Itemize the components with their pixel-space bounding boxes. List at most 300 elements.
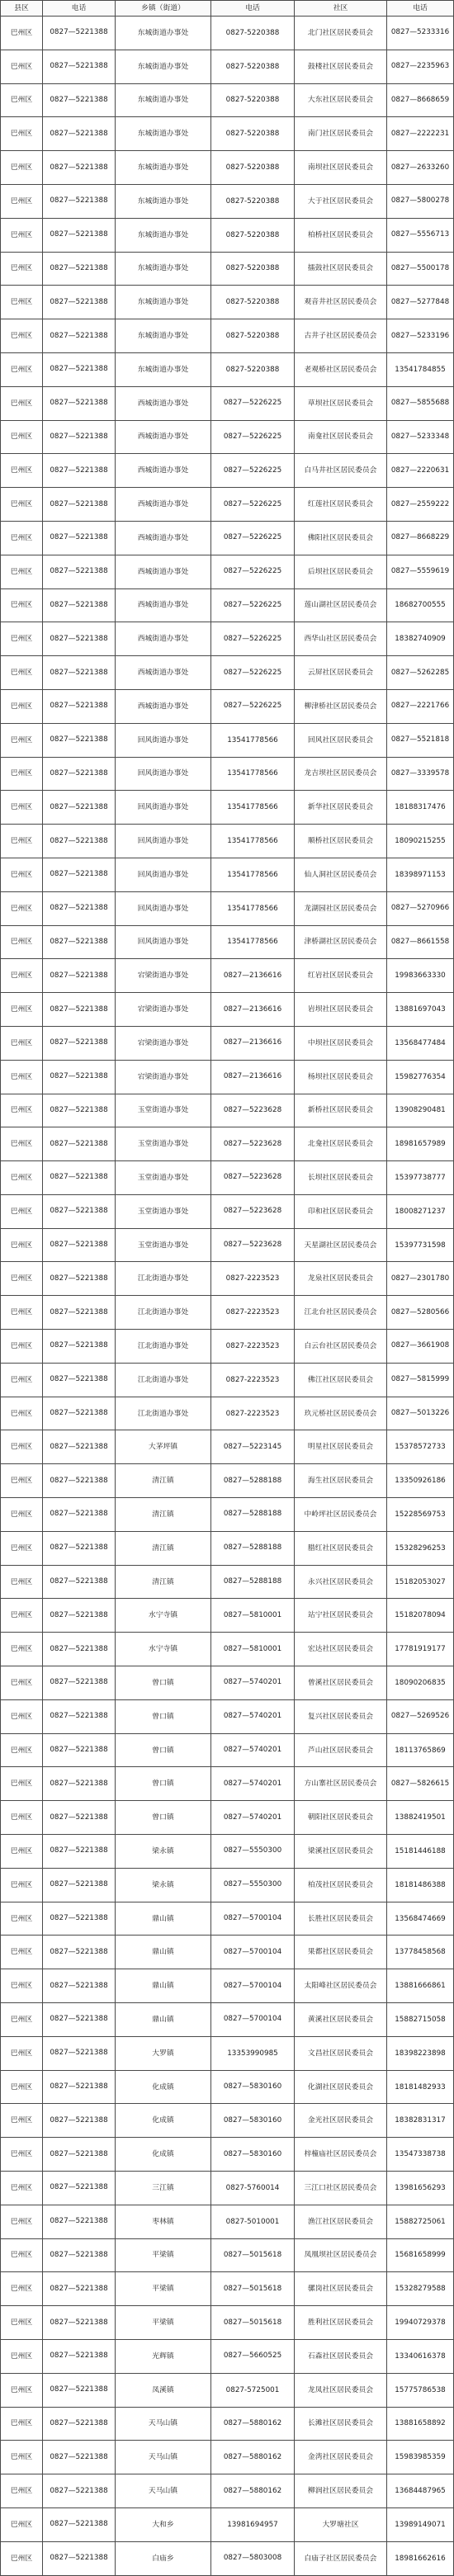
county-phone-cell: 0827—5221388 [43, 1699, 116, 1733]
county-phone-cell: 0827—5221388 [43, 1633, 116, 1666]
town-phone-cell: 0827—5660525 [211, 2339, 295, 2373]
county-phone-cell: 0827—5221388 [43, 1296, 116, 1330]
county-cell: 巴州区 [1, 521, 43, 555]
community-cell: 朝阳社区居民委员会 [295, 1801, 387, 1835]
town-phone-cell: 0827—5226225 [211, 555, 295, 588]
header-community: 社区 [295, 1, 387, 17]
county-cell: 巴州区 [1, 825, 43, 858]
town-phone-cell: 0827-5220388 [211, 50, 295, 83]
community-cell: 化湖社区居民委员会 [295, 2070, 387, 2104]
town-cell: 回风街道办事处 [116, 858, 211, 891]
town-cell: 曾口镇 [116, 1666, 211, 1700]
county-cell: 巴州区 [1, 151, 43, 185]
town-cell: 大和乡 [116, 2507, 211, 2541]
town-phone-cell: 0827—5223628 [211, 1228, 295, 1262]
county-phone-cell: 0827—5221388 [43, 319, 116, 353]
table-row [1, 2104, 454, 2138]
county-cell: 巴州区 [1, 1228, 43, 1262]
table-row [1, 2339, 454, 2373]
table-row [1, 1767, 454, 1801]
county-cell: 巴州区 [1, 1330, 43, 1364]
table-row [1, 151, 454, 185]
community-phone-cell: 15378572733 [387, 1430, 454, 1464]
community-phone-cell: 0827—5233316 [387, 17, 454, 50]
community-cell: 擂鼓社区居民委员会 [295, 252, 387, 286]
town-cell: 回风街道办事处 [116, 723, 211, 757]
community-phone-cell: 13684487965 [387, 2474, 454, 2508]
town-phone-cell: 0827—5015618 [211, 2238, 295, 2272]
community-cell: 红莲社区居民委员会 [295, 488, 387, 522]
town-phone-cell: 0827-2223523 [211, 1262, 295, 1296]
community-phone-cell: 0827—5500178 [387, 252, 454, 286]
community-cell: 长坝社区居民委员会 [295, 1161, 387, 1195]
town-cell: 清江镇 [116, 1565, 211, 1599]
community-cell: 老观桥社区居民委员会 [295, 352, 387, 386]
community-phone-cell: 15328279588 [387, 2272, 454, 2306]
town-cell: 东城街道办事处 [116, 50, 211, 83]
county-cell: 巴州区 [1, 1699, 43, 1733]
town-phone-cell: 0827—5288188 [211, 1498, 295, 1532]
community-cell: 岩坝社区居民委员会 [295, 993, 387, 1027]
community-cell: 永兴社区居民委员会 [295, 1565, 387, 1599]
community-phone-cell: 15775786538 [387, 2373, 454, 2407]
town-cell: 东城街道办事处 [116, 83, 211, 117]
town-phone-cell: 0827—5550300 [211, 1835, 295, 1869]
town-phone-cell: 0827—5810001 [211, 1633, 295, 1666]
town-phone-cell: 0827—5288188 [211, 1531, 295, 1565]
county-cell: 巴州区 [1, 1363, 43, 1397]
table-row [1, 1599, 454, 1633]
table-row [1, 319, 454, 353]
town-cell: 鼎山镇 [116, 1969, 211, 2003]
county-cell: 巴州区 [1, 1599, 43, 1633]
town-phone-cell: 0827-5220388 [211, 286, 295, 319]
town-cell: 江北街道办事处 [116, 1330, 211, 1364]
community-phone-cell: 0827—5233196 [387, 319, 454, 353]
community-phone-cell: 15397731598 [387, 1228, 454, 1262]
community-cell: 顺桥社区居民委员会 [295, 825, 387, 858]
county-cell: 巴州区 [1, 723, 43, 757]
town-cell: 平梁镇 [116, 2272, 211, 2306]
county-cell: 巴州区 [1, 1194, 43, 1228]
community-cell: 凤凰坝社区居民委员会 [295, 2238, 387, 2272]
county-phone-cell: 0827—5221388 [43, 723, 116, 757]
community-phone-cell: 18008271237 [387, 1194, 454, 1228]
county-cell: 巴州区 [1, 1464, 43, 1498]
county-cell: 巴州区 [1, 252, 43, 286]
community-cell: 白马井社区居民委员会 [295, 454, 387, 488]
town-cell: 天马山镇 [116, 2441, 211, 2474]
table-row [1, 2541, 454, 2575]
town-cell: 东城街道办事处 [116, 218, 211, 252]
town-phone-cell: 13541778566 [211, 791, 295, 825]
table-row [1, 521, 454, 555]
community-phone-cell: 0827—8668659 [387, 83, 454, 117]
community-phone-cell: 0827—5815999 [387, 1363, 454, 1397]
county-phone-cell: 0827—5221388 [43, 218, 116, 252]
town-phone-cell: 0827-2223523 [211, 1397, 295, 1430]
town-phone-cell: 0827-5220388 [211, 218, 295, 252]
header-town-phone: 电话 [211, 1, 295, 17]
table-row [1, 184, 454, 218]
town-cell: 枣林镇 [116, 2205, 211, 2238]
table-row [1, 1565, 454, 1599]
county-phone-cell: 0827—5221388 [43, 1094, 116, 1127]
community-cell: 古井子社区居民委员会 [295, 319, 387, 353]
town-phone-cell: 0827—5700104 [211, 1936, 295, 1969]
town-phone-cell: 0827—2136616 [211, 993, 295, 1027]
county-phone-cell: 0827—5221388 [43, 2003, 116, 2037]
community-cell: 文昌社区居民委员会 [295, 2036, 387, 2070]
community-cell: 胜利社区居民委员会 [295, 2306, 387, 2340]
town-phone-cell: 0827—5740201 [211, 1801, 295, 1835]
town-phone-cell: 0827—5700104 [211, 1902, 295, 1936]
community-phone-cell: 13568474669 [387, 1902, 454, 1936]
county-cell: 巴州区 [1, 2373, 43, 2407]
header-community-phone: 电话 [387, 1, 454, 17]
town-phone-cell: 0827—5226225 [211, 656, 295, 690]
county-phone-cell: 0827—5221388 [43, 2306, 116, 2340]
town-phone-cell: 13981694957 [211, 2507, 295, 2541]
town-cell: 梁永镇 [116, 1835, 211, 1869]
table-row [1, 1699, 454, 1733]
town-cell: 鼎山镇 [116, 2003, 211, 2037]
town-phone-cell: 0827-5220388 [211, 352, 295, 386]
county-phone-cell: 0827—5221388 [43, 1161, 116, 1195]
community-cell: 芦山社区居民委员会 [295, 1733, 387, 1767]
county-cell: 巴州区 [1, 83, 43, 117]
table-row [1, 1969, 454, 2003]
town-phone-cell: 0827—5223628 [211, 1161, 295, 1195]
table-row [1, 959, 454, 993]
community-cell: 站宁社区居民委员会 [295, 1599, 387, 1633]
town-phone-cell: 0827—5700104 [211, 1969, 295, 2003]
county-cell: 巴州区 [1, 2238, 43, 2272]
header-county-phone: 电话 [43, 1, 116, 17]
community-cell: 中岭坪社区居民委员会 [295, 1498, 387, 1532]
table-row [1, 1026, 454, 1060]
community-phone-cell: 18398971153 [387, 858, 454, 891]
town-cell: 西城街道办事处 [116, 622, 211, 656]
county-cell: 巴州区 [1, 1835, 43, 1869]
town-cell: 曾口镇 [116, 1733, 211, 1767]
table-row [1, 555, 454, 588]
community-phone-cell: 15228569753 [387, 1498, 454, 1532]
community-phone-cell: 0827—5521818 [387, 723, 454, 757]
table-row [1, 2373, 454, 2407]
county-phone-cell: 0827—5221388 [43, 1026, 116, 1060]
community-phone-cell: 18188317476 [387, 791, 454, 825]
community-cell: 黄溪社区居民委员会 [295, 2003, 387, 2037]
town-phone-cell: 0827-5725001 [211, 2373, 295, 2407]
county-cell: 巴州区 [1, 2172, 43, 2205]
community-cell: 梓橦庙社区居民委员会 [295, 2138, 387, 2172]
community-cell: 龙湖园社区居民委员会 [295, 891, 387, 925]
community-phone-cell: 15328296253 [387, 1531, 454, 1565]
county-phone-cell: 0827—5221388 [43, 1464, 116, 1498]
table-row [1, 891, 454, 925]
table-row [1, 117, 454, 151]
town-phone-cell: 0827—5226225 [211, 420, 295, 454]
table-row [1, 2138, 454, 2172]
county-cell: 巴州区 [1, 656, 43, 690]
county-cell: 巴州区 [1, 1565, 43, 1599]
town-cell: 清江镇 [116, 1498, 211, 1532]
town-phone-cell: 0827-5220388 [211, 83, 295, 117]
community-cell: 白庙子社区居民委员会 [295, 2541, 387, 2575]
community-phone-cell: 0827—5280566 [387, 1296, 454, 1330]
town-phone-cell: 13541778566 [211, 858, 295, 891]
table-row [1, 2306, 454, 2340]
county-phone-cell: 0827—5221388 [43, 1430, 116, 1464]
county-phone-cell: 0827—5221388 [43, 588, 116, 622]
community-phone-cell: 17781919177 [387, 1633, 454, 1666]
town-phone-cell: 0827—5015618 [211, 2306, 295, 2340]
community-cell: 果都社区居民委员会 [295, 1936, 387, 1969]
community-cell: 南龛社区居民委员会 [295, 420, 387, 454]
town-phone-cell: 0827—5740201 [211, 1733, 295, 1767]
community-phone-cell: 18398223898 [387, 2036, 454, 2070]
community-phone-cell: 0827—5826615 [387, 1767, 454, 1801]
county-cell: 巴州区 [1, 925, 43, 959]
community-cell: 曾溪社区居民委员会 [295, 1666, 387, 1700]
community-phone-cell: 0827—5800278 [387, 184, 454, 218]
town-cell: 凤溪镇 [116, 2373, 211, 2407]
table-row [1, 723, 454, 757]
community-phone-cell: 0827—5855688 [387, 386, 454, 420]
county-phone-cell: 0827—5221388 [43, 17, 116, 50]
community-cell: 骡岗社区居民委员会 [295, 2272, 387, 2306]
community-phone-cell: 19983663330 [387, 959, 454, 993]
community-phone-cell: 13568477484 [387, 1026, 454, 1060]
table-row [1, 1161, 454, 1195]
community-phone-cell: 0827—8668229 [387, 521, 454, 555]
county-phone-cell: 0827—5221388 [43, 993, 116, 1027]
county-phone-cell: 0827—5221388 [43, 252, 116, 286]
county-phone-cell: 0827—5221388 [43, 891, 116, 925]
community-phone-cell: 18682700555 [387, 588, 454, 622]
community-cell: 渔江社区居民委员会 [295, 2205, 387, 2238]
town-phone-cell: 0827—5550300 [211, 1868, 295, 1902]
town-phone-cell: 0827—5740201 [211, 1699, 295, 1733]
table-row [1, 1262, 454, 1296]
community-cell: 印和社区居民委员会 [295, 1194, 387, 1228]
community-phone-cell: 0827—5559619 [387, 555, 454, 588]
county-cell: 巴州区 [1, 2441, 43, 2474]
county-phone-cell: 0827—5221388 [43, 184, 116, 218]
header-town: 乡镇（街道） [116, 1, 211, 17]
town-cell: 水宁寺镇 [116, 1599, 211, 1633]
town-phone-cell: 13541778566 [211, 925, 295, 959]
town-phone-cell: 0827—5288188 [211, 1464, 295, 1498]
town-phone-cell: 0827-5220388 [211, 319, 295, 353]
town-cell: 东城街道办事处 [116, 352, 211, 386]
county-phone-cell: 0827—5221388 [43, 622, 116, 656]
table-row [1, 454, 454, 488]
community-phone-cell: 13881697043 [387, 993, 454, 1027]
town-cell: 东城街道办事处 [116, 252, 211, 286]
town-cell: 回风街道办事处 [116, 791, 211, 825]
table-row [1, 1363, 454, 1397]
town-cell: 西城街道办事处 [116, 521, 211, 555]
town-phone-cell: 0827-2223523 [211, 1296, 295, 1330]
town-cell: 宕梁街道办事处 [116, 1060, 211, 1094]
town-phone-cell: 13353990985 [211, 2036, 295, 2070]
town-phone-cell: 0827—5880162 [211, 2441, 295, 2474]
town-cell: 宕梁街道办事处 [116, 1026, 211, 1060]
table-row [1, 17, 454, 50]
town-cell: 大茅坪镇 [116, 1430, 211, 1464]
town-cell: 梁永镇 [116, 1868, 211, 1902]
community-phone-cell: 0827—5270966 [387, 891, 454, 925]
community-cell: 津桥湖社区居民委员会 [295, 925, 387, 959]
community-phone-cell: 15882715058 [387, 2003, 454, 2037]
town-cell: 平梁镇 [116, 2238, 211, 2272]
county-phone-cell: 0827—5221388 [43, 521, 116, 555]
county-phone-cell: 0827—5221388 [43, 2507, 116, 2541]
town-phone-cell: 0827—5880162 [211, 2407, 295, 2441]
town-phone-cell: 0827—5226225 [211, 622, 295, 656]
table-row [1, 488, 454, 522]
town-phone-cell: 0827—5288188 [211, 1565, 295, 1599]
community-phone-cell: 15182078094 [387, 1599, 454, 1633]
community-phone-cell: 18090206835 [387, 1666, 454, 1700]
community-cell: 龙凤社区居民委员会 [295, 2373, 387, 2407]
town-phone-cell: 0827—5803008 [211, 2541, 295, 2575]
community-phone-cell: 15182053027 [387, 1565, 454, 1599]
town-cell: 玉堂街道办事处 [116, 1228, 211, 1262]
table-row [1, 83, 454, 117]
town-cell: 宕梁街道办事处 [116, 959, 211, 993]
community-cell: 龙吉坝社区居民委员会 [295, 757, 387, 791]
county-cell: 巴州区 [1, 1666, 43, 1700]
county-phone-cell: 0827—5221388 [43, 1498, 116, 1532]
community-phone-cell: 13340616378 [387, 2339, 454, 2373]
county-cell: 巴州区 [1, 1969, 43, 2003]
community-phone-cell: 13547338738 [387, 2138, 454, 2172]
table-row [1, 286, 454, 319]
community-phone-cell: 19940729378 [387, 2306, 454, 2340]
county-cell: 巴州区 [1, 1430, 43, 1464]
community-phone-cell: 0827—2220631 [387, 454, 454, 488]
town-cell: 大罗镇 [116, 2036, 211, 2070]
town-phone-cell: 0827—5830160 [211, 2070, 295, 2104]
community-cell: 新桥社区居民委员会 [295, 1094, 387, 1127]
header-row [1, 1, 454, 17]
county-cell: 巴州区 [1, 1733, 43, 1767]
community-cell: 梁溪社区居民委员会 [295, 1835, 387, 1869]
town-phone-cell: 13541778566 [211, 825, 295, 858]
table-row [1, 791, 454, 825]
county-cell: 巴州区 [1, 352, 43, 386]
community-cell: 北龛社区居民委员会 [295, 1127, 387, 1161]
county-cell: 巴州区 [1, 1094, 43, 1127]
county-cell: 巴州区 [1, 2339, 43, 2373]
county-phone-cell: 0827—5221388 [43, 2036, 116, 2070]
county-phone-cell: 0827—5221388 [43, 117, 116, 151]
community-phone-cell: 0827—5013226 [387, 1397, 454, 1430]
town-cell: 西城街道办事处 [116, 420, 211, 454]
community-cell: 南门社区居民委员会 [295, 117, 387, 151]
table-row [1, 218, 454, 252]
county-phone-cell: 0827—5221388 [43, 1835, 116, 1869]
county-cell: 巴州区 [1, 319, 43, 353]
county-phone-cell: 0827—5221388 [43, 959, 116, 993]
community-phone-cell: 0827—2235963 [387, 50, 454, 83]
county-phone-cell: 0827—5221388 [43, 1733, 116, 1767]
table-row [1, 1464, 454, 1498]
county-phone-cell: 0827—5221388 [43, 420, 116, 454]
county-cell: 巴州区 [1, 858, 43, 891]
community-phone-cell: 13541784855 [387, 352, 454, 386]
town-cell: 清江镇 [116, 1531, 211, 1565]
town-cell: 曾口镇 [116, 1699, 211, 1733]
community-cell: 仙人洞社区居民委员会 [295, 858, 387, 891]
town-cell: 西城街道办事处 [116, 454, 211, 488]
community-cell: 三江口社区居民委员会 [295, 2172, 387, 2205]
table-row [1, 1060, 454, 1094]
community-phone-cell: 13881658892 [387, 2407, 454, 2441]
community-phone-cell: 18981657989 [387, 1127, 454, 1161]
county-phone-cell: 0827—5221388 [43, 1565, 116, 1599]
town-cell: 西城街道办事处 [116, 386, 211, 420]
county-cell: 巴州区 [1, 1868, 43, 1902]
community-phone-cell: 0827—5277848 [387, 286, 454, 319]
county-phone-cell: 0827—5221388 [43, 1228, 116, 1262]
table-row [1, 757, 454, 791]
table-row [1, 2205, 454, 2238]
county-cell: 巴州区 [1, 2003, 43, 2037]
county-cell: 巴州区 [1, 50, 43, 83]
town-cell: 玉堂街道办事处 [116, 1127, 211, 1161]
town-phone-cell: 0827—5830160 [211, 2138, 295, 2172]
county-cell: 巴州区 [1, 17, 43, 50]
community-phone-cell: 0827—2221766 [387, 689, 454, 723]
community-cell: 龙泉社区居民委员会 [295, 1262, 387, 1296]
community-cell: 柏茂社区居民委员会 [295, 1868, 387, 1902]
town-phone-cell: 0827-5220388 [211, 17, 295, 50]
county-cell: 巴州区 [1, 2205, 43, 2238]
town-phone-cell: 0827—5226225 [211, 689, 295, 723]
community-cell: 柳润社区居民委员会 [295, 2474, 387, 2508]
town-cell: 鼎山镇 [116, 1902, 211, 1936]
town-phone-cell: 0827—5226225 [211, 488, 295, 522]
county-cell: 巴州区 [1, 2104, 43, 2138]
table-row [1, 2507, 454, 2541]
county-phone-cell: 0827—5221388 [43, 1936, 116, 1969]
county-cell: 巴州区 [1, 1767, 43, 1801]
county-phone-cell: 0827—5221388 [43, 1060, 116, 1094]
table-row [1, 1430, 454, 1464]
town-phone-cell: 0827—5226225 [211, 521, 295, 555]
community-phone-cell: 18181482933 [387, 2070, 454, 2104]
table-row [1, 2474, 454, 2508]
table-row [1, 1094, 454, 1127]
table-row [1, 656, 454, 690]
town-cell: 白庙乡 [116, 2541, 211, 2575]
table-row [1, 50, 454, 83]
county-cell: 巴州区 [1, 1161, 43, 1195]
community-phone-cell: 0827—5233348 [387, 420, 454, 454]
community-cell: 柳津桥社区居民委员会 [295, 689, 387, 723]
community-phone-cell: 15983985359 [387, 2441, 454, 2474]
county-phone-cell: 0827—5221388 [43, 286, 116, 319]
community-cell: 草坝社区居民委员会 [295, 386, 387, 420]
county-cell: 巴州区 [1, 2306, 43, 2340]
community-cell: 大罗塘社区 [295, 2507, 387, 2541]
county-phone-cell: 0827—5221388 [43, 488, 116, 522]
town-cell: 江北街道办事处 [116, 1296, 211, 1330]
